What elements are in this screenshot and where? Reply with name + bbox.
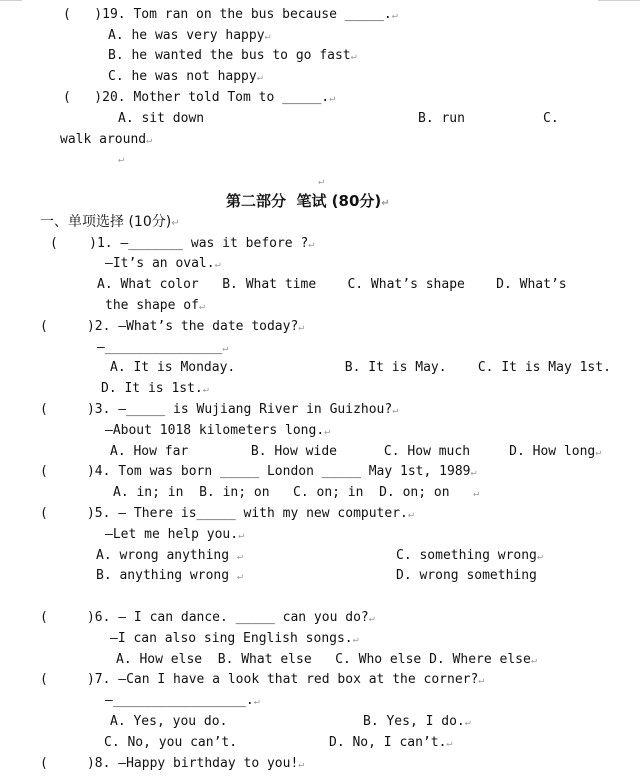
q1-options: A. What color B. What time C. What’s shape D. What’s <box>97 277 567 292</box>
q5-option-b: B. anything wrong ↵ <box>96 568 243 583</box>
part-two-title: 第二部分 笔试 (80分)↵ <box>226 192 390 210</box>
q20-option-b: B. run <box>418 111 465 126</box>
q20-option-a: A. sit down <box>118 111 205 126</box>
q3-options: A. How far B. How wide C. How much D. How long↵ <box>110 444 602 459</box>
q7-option-c: C. No, you can’t. <box>104 735 238 750</box>
q5-option-c: C. something wrong↵ <box>396 548 543 563</box>
q3-reply: —About 1018 kilometers long.↵ <box>105 423 331 438</box>
margin-corner-line <box>0 0 22 1</box>
margin-corner-line <box>598 0 640 1</box>
q19-option-b: B. he wanted the bus to go fast↵ <box>108 48 357 63</box>
q19-option-c: C. he was not happy↵ <box>108 69 263 84</box>
q4-stem: ( )4. Tom was born _____ London _____ May 1st, 1989↵ <box>40 464 477 479</box>
q6-reply: —I can also sing English songs.↵ <box>110 631 359 646</box>
empty-paragraph-mark: ↵ <box>318 176 325 187</box>
empty-paragraph-mark: ↵ <box>118 154 125 165</box>
q19-option-a: A. he was very happy↵ <box>108 28 271 43</box>
q7-option-a: A. Yes, you do. <box>110 714 228 729</box>
q5-option-d: D. wrong something <box>396 568 537 583</box>
q1-stem: ( )1. —_______ was it before ?↵ <box>50 236 315 251</box>
q5-stem: ( )5. — There is_____ with my new computer.↵ <box>40 506 414 521</box>
q7-option-b: B. Yes, I do.↵ <box>363 714 471 729</box>
section-one-title: 一、单项选择 (10分)↵ <box>40 214 180 230</box>
q1-reply: —It’s an oval.↵ <box>105 256 221 271</box>
q20-option-c: C. <box>543 111 559 126</box>
q2-options-continued: D. It is 1st.↵ <box>101 381 209 396</box>
q6-stem: ( )6. — I can dance. _____ can you do?↵ <box>40 610 375 625</box>
q6-options: A. How else B. What else C. Who else D. Where else↵ <box>116 652 537 667</box>
q3-stem: ( )3. —_____ is Wujiang River in Guizhou?↵ <box>40 402 399 417</box>
q7-option-d: D. No, I can’t.↵ <box>329 735 453 750</box>
q20-option-c-continued: walk around↵ <box>60 132 153 147</box>
q7-stem: ( )7. —Can I have a look that red box at the corner?↵ <box>40 672 485 687</box>
q20-stem: ( )20. Mother told Tom to _____.↵ <box>63 90 336 105</box>
q1-options-continued: the shape of↵ <box>105 298 205 313</box>
q2-stem: ( )2. —What’s the date today?↵ <box>40 319 305 334</box>
q5-reply: —Let me help you.↵ <box>105 527 245 542</box>
q8-stem: ( )8. —Happy birthday to you!↵ <box>40 756 305 771</box>
q7-reply: —_________________.↵ <box>105 693 260 708</box>
q19-stem: ( )19. Tom ran on the bus because _____.↵ <box>63 7 398 22</box>
q2-reply: —_______________↵ <box>97 340 229 355</box>
q4-options: A. in; in B. in; on C. on; in D. on; on ↵ <box>113 485 480 500</box>
q5-option-a: A. wrong anything ↵ <box>96 548 243 563</box>
q2-options: A. It is Monday. B. It is May. C. It is May 1st. <box>110 360 611 375</box>
